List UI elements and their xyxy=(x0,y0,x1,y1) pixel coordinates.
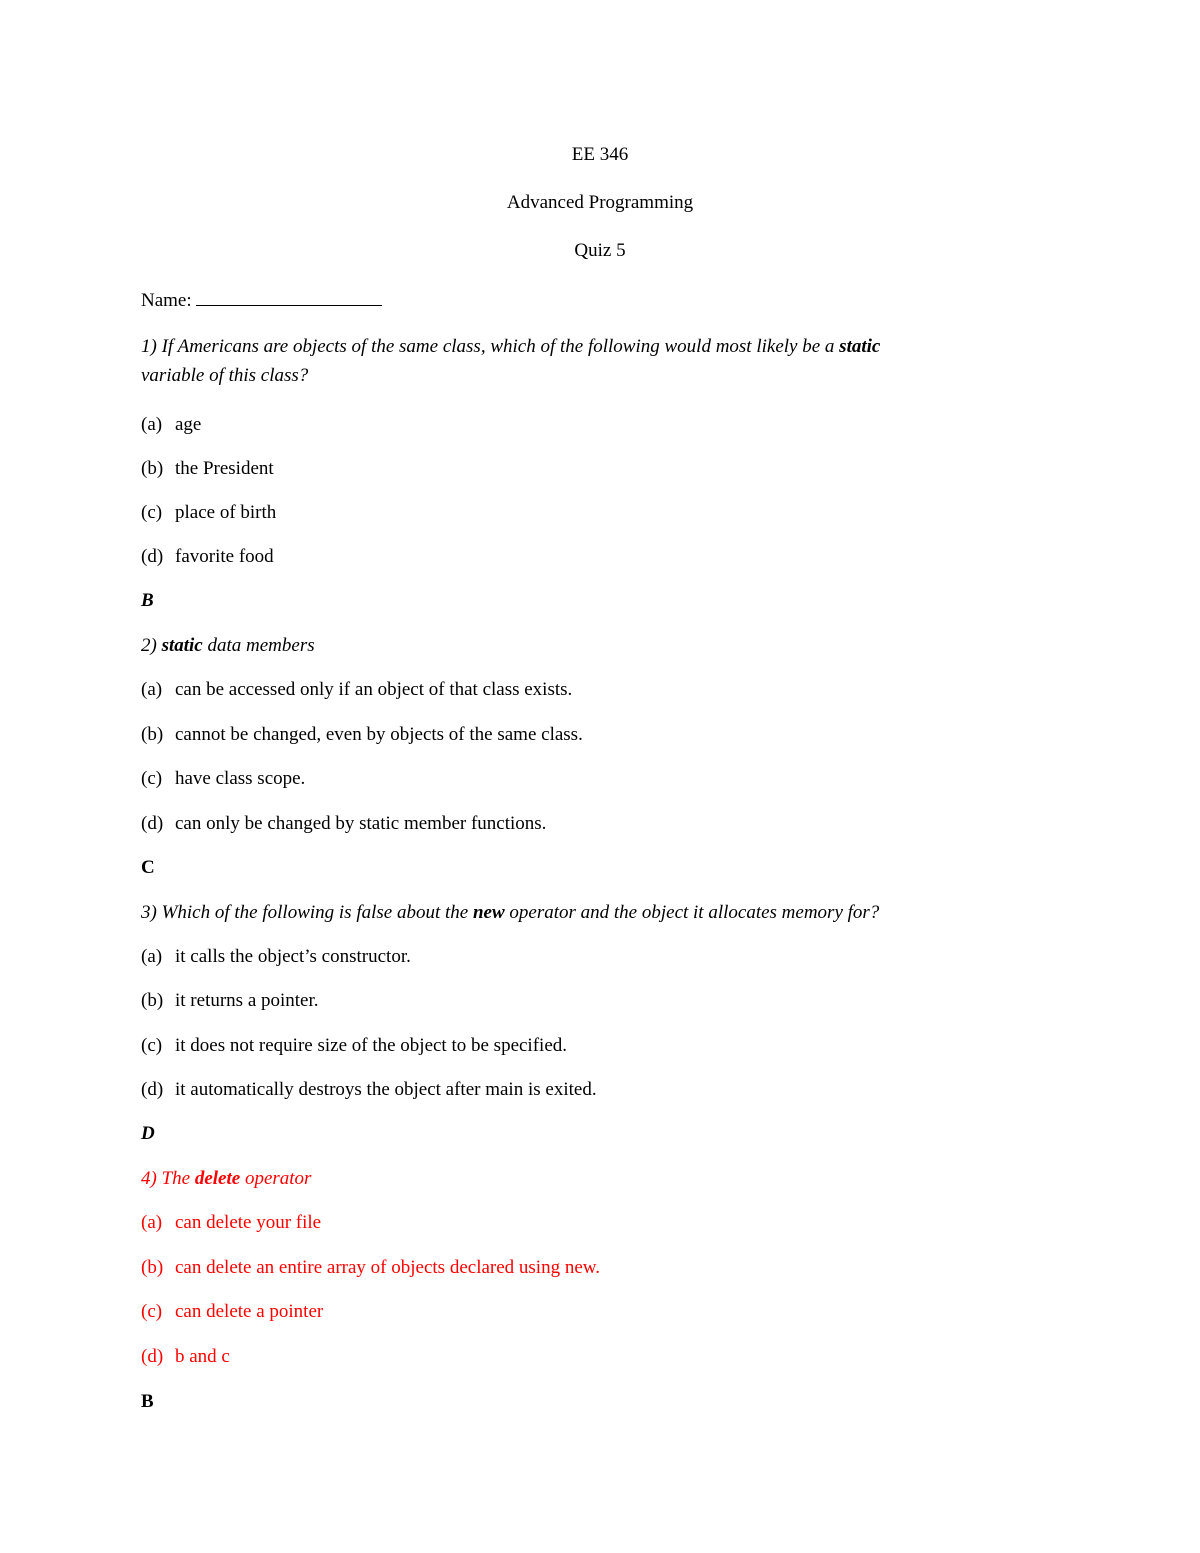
question-1-prompt-pre: 1) If Americans are objects of the same class, which of the following would most likely be a xyxy=(141,336,840,357)
name-label: Name: xyxy=(141,290,192,311)
option-text: it returns a pointer. xyxy=(175,990,319,1011)
option-label: (a) xyxy=(141,679,163,700)
name-blank xyxy=(196,287,382,306)
question-1-option-c xyxy=(141,501,276,525)
option-label: (c) xyxy=(141,1301,163,1322)
question-3-prompt xyxy=(141,901,879,925)
option-label: (b) xyxy=(141,458,164,479)
option-text: can only be changed by static member functions. xyxy=(175,813,547,834)
question-2-option-c xyxy=(141,767,305,791)
option-label: (d) xyxy=(141,1079,164,1100)
question-1-prompt xyxy=(141,335,880,359)
option-text: the President xyxy=(175,458,274,479)
option-label: (d) xyxy=(141,813,164,834)
question-3-prompt-pre: 3) Which of the following is false about the xyxy=(141,902,473,923)
option-label: (d) xyxy=(141,1346,164,1367)
question-3-option-c xyxy=(141,1034,567,1058)
question-4-option-b xyxy=(141,1256,600,1280)
name-line xyxy=(141,287,382,313)
question-4-prompt xyxy=(141,1167,311,1191)
question-1-keyword: static xyxy=(839,336,881,357)
option-text: it does not require size of the object to be specified. xyxy=(175,1035,568,1056)
option-label: (d) xyxy=(141,546,164,567)
option-label: (a) xyxy=(141,414,163,435)
option-label: (a) xyxy=(141,1212,163,1233)
question-3-option-d xyxy=(141,1078,597,1102)
question-4-prompt-pre: 4) The xyxy=(141,1168,195,1189)
option-text: b and c xyxy=(175,1346,230,1367)
option-text: can be accessed only if an object of that class exists. xyxy=(175,679,573,700)
option-text: place of birth xyxy=(175,502,277,523)
option-label: (a) xyxy=(141,946,163,967)
question-2-keyword: static xyxy=(161,635,203,656)
option-label: (b) xyxy=(141,990,164,1011)
option-label: (b) xyxy=(141,1257,164,1278)
question-3-answer: D xyxy=(141,1123,155,1144)
question-3-keyword: new xyxy=(472,902,505,923)
question-1-option-b xyxy=(141,457,274,481)
question-4-option-c xyxy=(141,1300,323,1324)
option-text: favorite food xyxy=(175,546,274,567)
question-1-answer: B xyxy=(141,590,154,611)
course-code: EE 346 xyxy=(571,144,629,165)
course-title: Advanced Programming xyxy=(506,192,694,213)
option-label: (b) xyxy=(141,724,164,745)
question-2-answer: C xyxy=(141,857,155,878)
question-4-option-a xyxy=(141,1211,321,1235)
question-2-option-a xyxy=(141,678,572,702)
question-3-prompt-post: operator and the object it allocates memory for? xyxy=(504,902,880,923)
question-3-option-a xyxy=(141,945,411,969)
question-4-option-d xyxy=(141,1345,230,1369)
question-1-option-a xyxy=(141,413,201,437)
option-text: have class scope. xyxy=(175,768,306,789)
question-4-answer: B xyxy=(141,1391,154,1412)
option-text: can delete your file xyxy=(175,1212,322,1233)
option-text: it calls the object’s constructor. xyxy=(175,946,411,967)
option-text: age xyxy=(175,414,202,435)
quiz-title: Quiz 5 xyxy=(574,240,626,261)
question-2-option-b xyxy=(141,723,583,747)
question-1-option-d xyxy=(141,545,274,569)
question-3-option-b xyxy=(141,989,319,1013)
question-2-prompt xyxy=(141,634,315,658)
option-label: (c) xyxy=(141,502,163,523)
option-text: cannot be changed, even by objects of the same class. xyxy=(175,724,583,745)
option-text: can delete an entire array of objects declared using new. xyxy=(175,1257,601,1278)
question-2-option-d xyxy=(141,812,546,836)
question-1-prompt-line2: variable of this class? xyxy=(141,365,309,386)
question-2-prompt-post: data members xyxy=(202,635,315,656)
option-text: can delete a pointer xyxy=(175,1301,324,1322)
option-label: (c) xyxy=(141,1035,163,1056)
question-2-prompt-pre: 2) xyxy=(141,635,162,656)
question-4-prompt-post: operator xyxy=(240,1168,312,1189)
question-4-keyword: delete xyxy=(194,1168,241,1189)
option-text: it automatically destroys the object after main is exited. xyxy=(175,1079,597,1100)
option-label: (c) xyxy=(141,768,163,789)
